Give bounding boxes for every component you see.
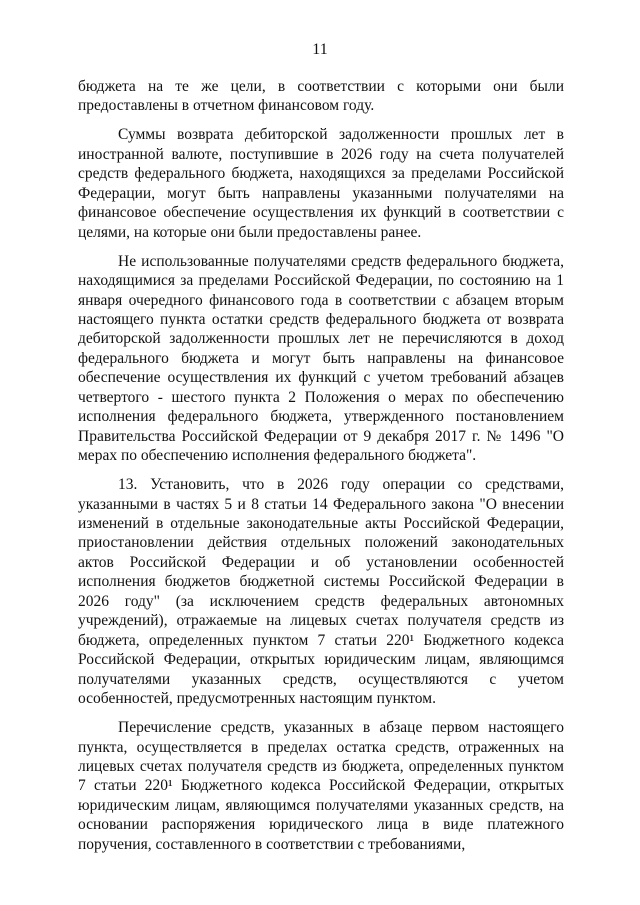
paragraph-receivables-return: Суммы возврата дебиторской задолженности прошлых лет в иностранной валюте, поступившие в 2026 году на счета получателей средств федерального бюджета, находящихся за пределами Российской Федерации, могут быть направлены указанными получателями на финансовое обеспечение осуществления их функций в соответствии с целями, на которые они были предоставлены ранее.	[78, 126, 564, 241]
paragraph-clause-13: 13. Установить, что в 2026 году операции со средствами, указанными в частях 5 и 8 статьи 14 Федерального закона "О внесении изменений в отдельные законодательные акты Российской Федерации, приостановлении действия отдельных положений законодательных актов Российской Федерации и об установлении особенностей исполнения бюджетов бюджетной системы Российской Федерации в 2026 году" (за исключением средств федеральных автономных учреждений), отражаемые на лицевых счетах получателя средств из бюджета, определенных пунктом 7 статьи 220¹ Бюджетного кодекса Российской Федерации, открытых юридическим лицам, являющимся получателями указанных средств, осуществляются с учетом особенностей, предусмотренных настоящим пунктом.	[78, 476, 564, 708]
paragraph-unused-balances: Не использованные получателями средств федерального бюджета, находящимися за пределами Российской Федерации, по состоянию на 1 января очередного финансового года в соответствии с абзацем вторым настоящего пункта остатки средств федерального бюджета от возврата дебиторской задолженности прошлых лет не перечисляются в доход федерального бюджета и могут быть направлены на финансовое обеспечение осуществления их функций с учетом требований абзацев четвертого - шестого пункта 2 Положения о мерах по обеспечению исполнения федерального бюджета, утвержденного постановлением Правительства Российской Федерации от 9 декабря 2017 г. № 1496 "О мерах по обеспечению исполнения федерального бюджета".	[78, 252, 564, 465]
paragraph-continuation: бюджета на те же цели, в соответствии с которыми они были предоставлены в отчетном финансовом году.	[78, 78, 564, 115]
page-number: 11	[312, 41, 328, 58]
paragraph-transfer-of-funds: Перечисление средств, указанных в абзаце первом настоящего пункта, осуществляется в пределах остатка средств, отраженных на лицевых счетах получателя средств из бюджета, определенных пунктом 7 статьи 220¹ Бюджетного кодекса Российской Федерации, открытых юридическим лицам, являющимся получателями указанных средств, на основании распоряжения юридического лица в виде платежного поручения, составленного в соответствии с требованиями,	[78, 719, 564, 853]
document-body	[78, 77, 564, 854]
